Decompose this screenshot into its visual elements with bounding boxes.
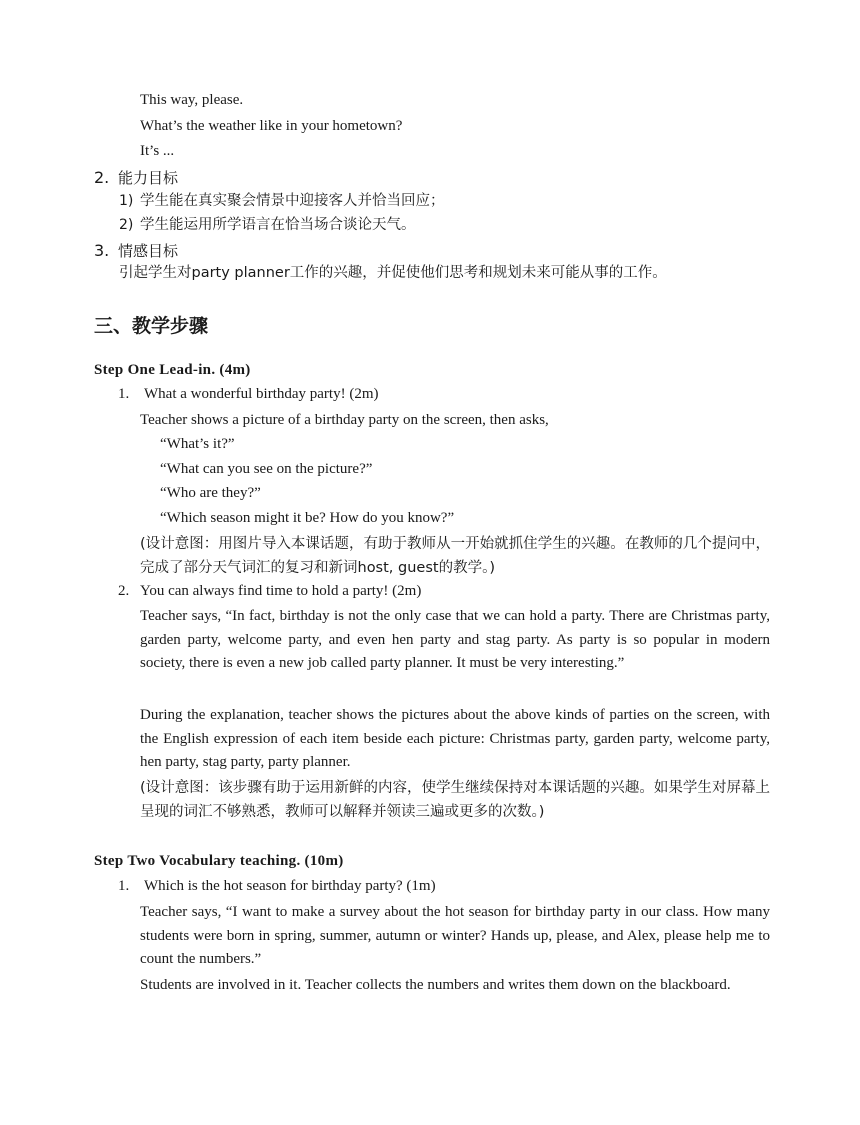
item-number: 2. [118, 583, 130, 599]
objective-text: 引起学生对party planner工作的兴趣，并促使他们思考和规划未来可能从事的工作。 [119, 265, 667, 281]
objective-number: 2. [94, 168, 110, 187]
paragraph: Teacher shows a picture of a birthday party on the screen, then asks, [140, 412, 549, 428]
item-title: You can always find time to hold a party! (2m) [140, 583, 422, 599]
paragraph: Teacher says, “In fact, birthday is not the only case that we can hold a party. There are Christmas party, garden party, welcome party, and even hen party and stag party. As party is so popular in modern society, there is even a new job called party planner. It must be very interesting.” [140, 608, 770, 671]
list-item: 学生能运用所学语言在恰当场合谈论天气。 [140, 217, 416, 233]
design-note: (设计意图：该步骤有助于运用新鲜的内容，使学生继续保持对本课话题的兴趣。如果学生对屏幕上呈现的词汇不够熟悉，教师可以解释并领读三遍或更多的次数。) [140, 780, 770, 820]
paragraph: Teacher says, “I want to make a survey about the hot season for birthday party in our class. How many students were born in spring, summer, autumn or winter? Hands up, please, and Alex, please help me to count the numbers.” [140, 904, 770, 967]
question-line: “Which season might it be? How do you know?” [160, 510, 455, 526]
item-number: 1. [118, 878, 130, 894]
step-heading: Step One Lead-in. (4m) [94, 362, 251, 378]
item-number: 1. [118, 386, 130, 402]
list-number: 2) [119, 217, 134, 233]
question-line: “What’s it?” [160, 436, 235, 452]
item-title: Which is the hot season for birthday party? (1m) [144, 878, 436, 894]
section-title: 三、教学步骤 [94, 315, 209, 337]
question-line: “Who are they?” [160, 485, 261, 501]
step-heading: Step Two Vocabulary teaching. (10m) [94, 853, 344, 869]
paragraph: Students are involved in it. Teacher collects the numbers and writes them down on the blackboard. [140, 977, 731, 993]
list-item: 学生能在真实聚会情景中迎接客人并恰当回应； [140, 193, 445, 209]
item-title: What a wonderful birthday party! (2m) [144, 386, 379, 402]
dialogue-line: This way, please. [140, 92, 244, 108]
objective-title: 能力目标 [118, 169, 179, 187]
dialogue-line: It’s ... [140, 143, 175, 159]
dialogue-line: What’s the weather like in your hometown? [140, 118, 403, 134]
design-note: (设计意图：用图片导入本课话题，有助于教师从一开始就抓住学生的兴趣。在教师的几个提问中，完成了部分天气词汇的复习和新词host, guest的教学。) [140, 536, 770, 576]
question-line: “What can you see on the picture?” [160, 461, 373, 477]
objective-number: 3. [94, 241, 110, 260]
list-number: 1) [119, 193, 134, 209]
objective-title: 情感目标 [118, 242, 179, 260]
paragraph: During the explanation, teacher shows the pictures about the above kinds of parties on the screen, with the English expression of each item beside each picture: Christmas party, garden party, welcome party, hen party, stag party, party planner. [140, 707, 770, 770]
